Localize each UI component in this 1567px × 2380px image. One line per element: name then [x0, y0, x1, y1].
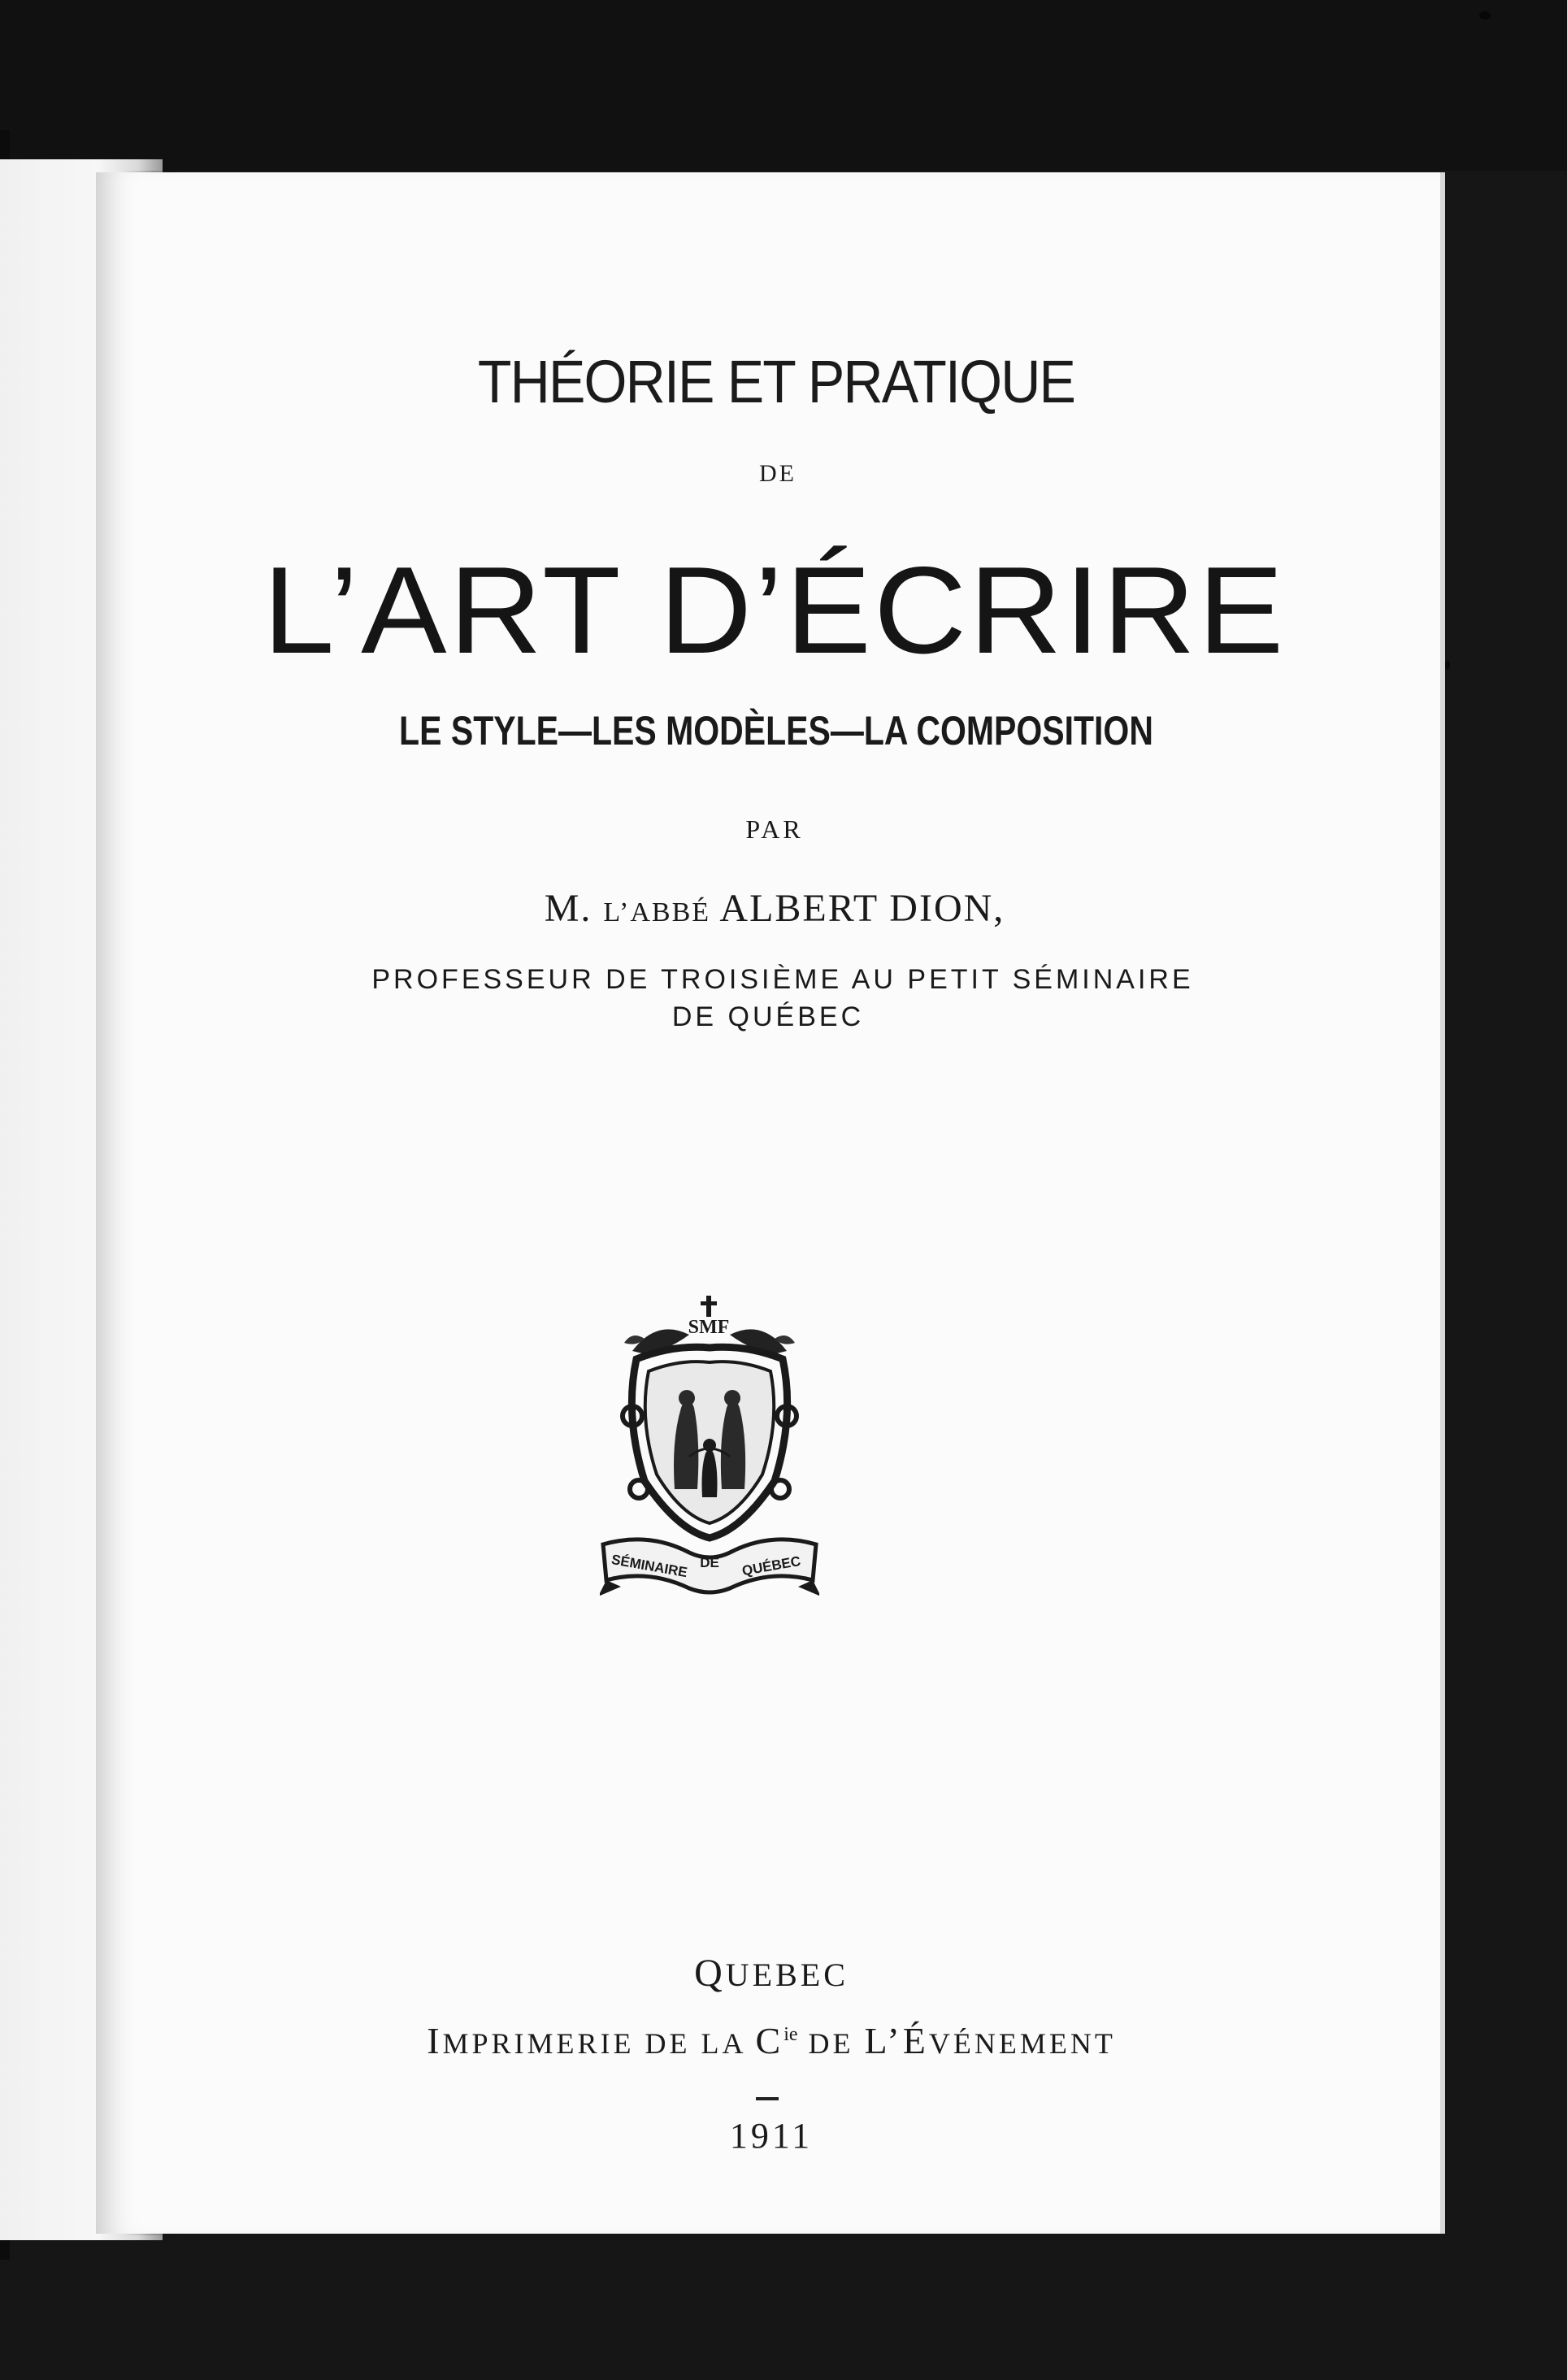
- printer-text-2: DE: [797, 2027, 865, 2060]
- author-fullname: ALBERT DION,: [710, 887, 1005, 930]
- scan-speck: [1445, 660, 1450, 670]
- seal-ribbon-left: SÉMINAIRE: [610, 1552, 689, 1581]
- imprint-year: 1911: [729, 2116, 814, 2156]
- seal-ribbon-right: QUÉBEC: [740, 1553, 802, 1579]
- printer-text-1: MPRIMERIE DE LA: [442, 2027, 756, 2060]
- author-name: [102, 886, 1447, 931]
- printer-paper-initial: L’É: [864, 2020, 929, 2061]
- seal-ribbon-mid: DE: [700, 1555, 719, 1570]
- by-line: PAR: [745, 814, 804, 844]
- printer-initial: I: [427, 2020, 443, 2061]
- imprint-printer: [99, 2019, 1443, 2062]
- imprint-city-initial: Q: [694, 1952, 726, 1995]
- title-line-2: DE: [759, 460, 797, 487]
- page-right-edge: [1440, 172, 1445, 2234]
- subtitle: LE STYLE—LES MODÈLES—LA COMPOSITION: [399, 708, 1153, 754]
- author-role-line-1: PROFESSEUR DE TROISIÈME AU PETIT SÉMINAIRE: [371, 964, 1194, 995]
- imprint-rule: [756, 2097, 779, 2100]
- seal-top-text: SMF: [688, 1317, 730, 1338]
- title-line-1: THÉORIE ET PRATIQUE: [477, 348, 1075, 415]
- printer-company-sup: ie: [784, 2024, 798, 2045]
- author-title: L’ABBÉ: [603, 897, 711, 927]
- scan-speck: [1479, 11, 1491, 20]
- author-prefix: M.: [544, 887, 604, 930]
- main-title: L’ART D’ÉCRIRE: [263, 541, 1287, 680]
- title-page: [96, 172, 1440, 2234]
- author-role-line-2: DE QUÉBEC: [671, 1001, 865, 1032]
- imprint-city: [99, 1951, 1443, 1996]
- printer-company-initial: C: [755, 2020, 784, 2061]
- imprint-city-rest: UEBEC: [725, 1957, 849, 1993]
- seminary-seal-icon: [600, 1294, 819, 1603]
- printer-text-3: VÉNEMENT: [928, 2027, 1116, 2060]
- scanner-background: [0, 0, 1567, 171]
